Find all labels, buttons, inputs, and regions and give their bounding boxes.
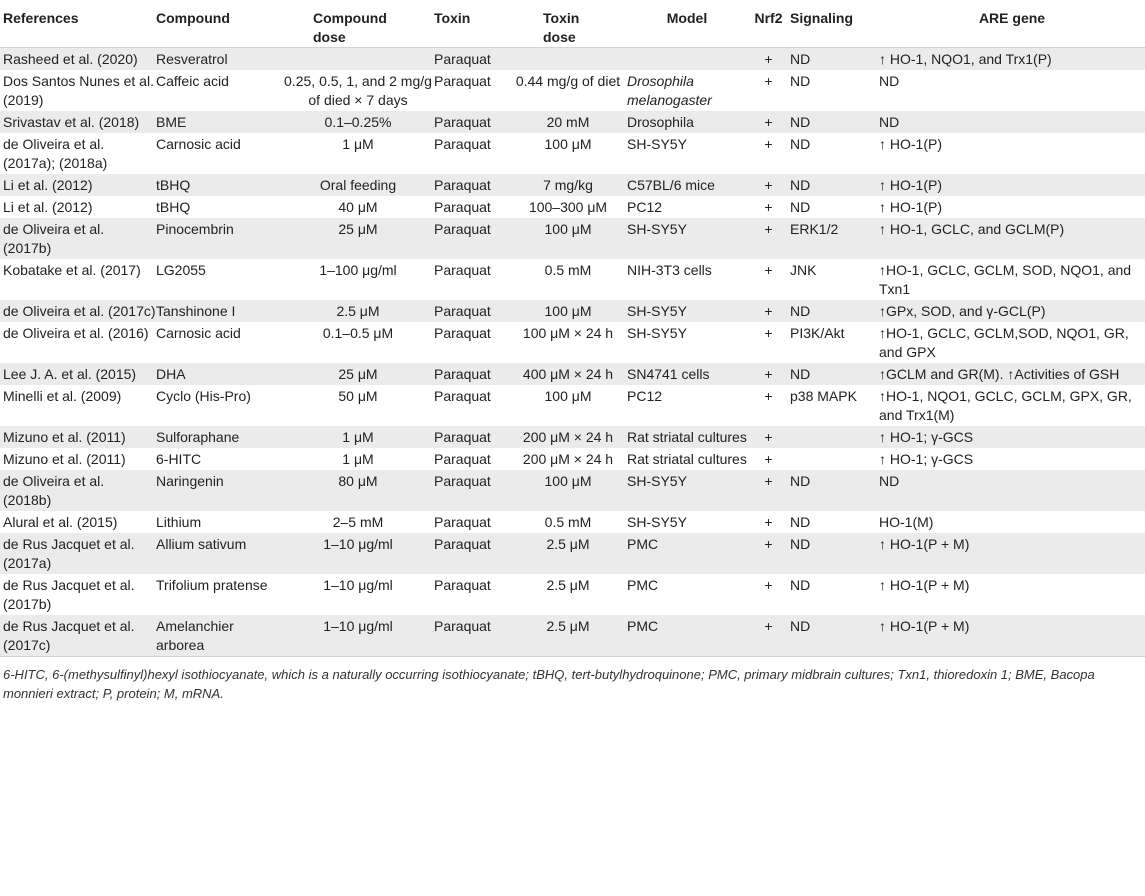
cell-nrf2: + (764, 325, 773, 341)
cell-compound: Carnosic acid (156, 136, 241, 152)
cell-compound-dose: Oral feeding (319, 177, 397, 193)
cell-reference: Dos Santos Nunes et al. (2019) (3, 73, 154, 108)
table-row (0, 196, 1145, 218)
cell-nrf2: + (764, 577, 773, 593)
cell-toxin: Paraquat (434, 514, 491, 530)
cell-compound: Caffeic acid (156, 73, 229, 89)
cell-signaling: ND (790, 473, 811, 489)
table-row (0, 385, 1145, 426)
cell-nrf2: + (764, 618, 773, 634)
cell-toxin: Paraquat (434, 177, 491, 193)
cell-reference: Minelli et al. (2009) (3, 388, 122, 404)
cell-nrf2: + (764, 136, 773, 152)
cell-model: Rat striatal cultures (627, 451, 747, 467)
cell-compound: DHA (156, 366, 186, 382)
cell-model: SH-SY5Y (627, 473, 687, 489)
cell-model: SH-SY5Y (627, 514, 687, 530)
cell-reference: Li et al. (2012) (3, 199, 93, 215)
cell-model: PC12 (627, 388, 663, 404)
cell-toxin-dose: 2.5 μM (546, 577, 590, 593)
cell-toxin: Paraquat (434, 114, 491, 130)
cell-compound-dose: 25 μM (338, 221, 378, 237)
table-row (0, 259, 1145, 300)
cell-toxin-dose: 2.5 μM (546, 618, 590, 634)
table-row (0, 470, 1145, 511)
cell-toxin-dose: 100 μM (544, 388, 592, 404)
cell-nrf2: + (764, 73, 773, 89)
cell-nrf2: + (764, 473, 773, 489)
cell-reference: Mizuno et al. (2011) (3, 451, 126, 467)
cell-nrf2: + (764, 262, 773, 278)
cell-signaling: ND (790, 177, 811, 193)
cell-compound-dose: 0.25, 0.5, 1, and 2 mg/g of died × 7 days (284, 73, 432, 108)
cell-toxin-dose: 0.5 mM (544, 514, 592, 530)
cell-reference: Li et al. (2012) (3, 177, 93, 193)
header-compound: Compound (156, 0, 282, 48)
cell-nrf2: + (764, 177, 773, 193)
cell-reference: Mizuno et al. (2011) (3, 429, 126, 445)
cell-nrf2: + (764, 388, 773, 404)
cell-are-gene: ↑ HO-1(P) (879, 199, 942, 215)
cell-model: C57BL/6 mice (627, 177, 715, 193)
cell-model: SH-SY5Y (627, 136, 687, 152)
cell-are-gene: ↑ HO-1(P + M) (879, 577, 970, 593)
cell-signaling (790, 448, 879, 470)
cell-nrf2: + (764, 536, 773, 552)
cell-compound-dose: 40 μM (338, 199, 378, 215)
table-footnote: 6-HITC, 6-(methysulfinyl)hexyl isothiocyanate, which is a naturally occurring isothiocyanate; tBHQ, tert-butylhydroquinone; PMC, primary midbrain cultures; Txn1, thioredoxin 1; BME, Bacopa monnieri extract; P, protein; M, mRNA. (0, 656, 1145, 703)
table-row (0, 70, 1145, 111)
table-row (0, 322, 1145, 363)
cell-toxin-dose (509, 48, 627, 71)
table-row (0, 48, 1145, 71)
table-row (0, 574, 1145, 615)
cell-toxin-dose: 7 mg/kg (543, 177, 593, 193)
cell-toxin-dose: 200 μM × 24 h (522, 429, 614, 445)
cell-toxin: Paraquat (434, 325, 491, 341)
cell-toxin: Paraquat (434, 136, 491, 152)
cell-compound-dose: 1–100 μg/ml (319, 262, 397, 278)
cell-reference: Kobatake et al. (2017) (3, 262, 141, 278)
cell-signaling (790, 426, 879, 448)
cell-toxin: Paraquat (434, 388, 491, 404)
cell-reference: de Oliveira et al. (2017b) (3, 221, 105, 256)
cell-compound: Carnosic acid (156, 325, 241, 341)
cell-are-gene: ↑ HO-1(P + M) (879, 536, 970, 552)
cell-are-gene: ND (879, 73, 900, 89)
cell-compound: Sulforaphane (156, 429, 240, 445)
cell-compound-dose: 1 μM (342, 451, 374, 467)
cell-signaling: PI3K/Akt (790, 325, 845, 341)
cell-model (627, 48, 747, 71)
cell-nrf2: + (764, 199, 773, 215)
table-row (0, 174, 1145, 196)
cell-compound-dose: 2–5 mM (332, 514, 384, 530)
cell-signaling: ND (790, 303, 811, 319)
cell-signaling: p38 MAPK (790, 388, 857, 404)
header-model: Model (627, 0, 747, 48)
cell-compound-dose: 2.5 μM (336, 303, 380, 319)
cell-model: NIH-3T3 cells (627, 262, 712, 278)
cell-reference: Srivastav et al. (2018) (3, 114, 140, 130)
cell-toxin: Paraquat (434, 618, 491, 634)
cell-model: SH-SY5Y (627, 325, 687, 341)
cell-compound: tBHQ (156, 177, 191, 193)
cell-compound-dose: 50 μM (338, 388, 378, 404)
header-row (0, 0, 1145, 48)
cell-compound-dose: 0.1–0.5 μM (322, 325, 394, 341)
cell-toxin: Paraquat (434, 51, 491, 67)
cell-nrf2: + (764, 221, 773, 237)
cell-signaling: ND (790, 73, 811, 89)
cell-toxin-dose: 100 μM (544, 303, 592, 319)
cell-are-gene: ↑GCLM and GR(M). ↑Activities of GSH (879, 366, 1120, 382)
cell-compound-dose: 1 μM (342, 429, 374, 445)
header-are-gene: ARE gene (879, 0, 1145, 48)
table-row (0, 533, 1145, 574)
cell-reference: de Oliveira et al. (2017a); (2018a) (3, 136, 108, 171)
cell-are-gene: ↑ HO-1(P + M) (879, 618, 970, 634)
cell-nrf2: + (764, 51, 773, 67)
cell-compound-dose: 1 μM (342, 136, 374, 152)
cell-compound: Tanshinone I (156, 303, 236, 319)
cell-toxin-dose: 100 μM (544, 136, 592, 152)
cell-signaling: ND (790, 577, 811, 593)
cell-nrf2: + (764, 429, 773, 445)
cell-compound-dose: 1–10 μg/ml (323, 577, 393, 593)
header-references: References (0, 0, 156, 48)
cell-compound: Allium sativum (156, 536, 247, 552)
cell-reference: Lee J. A. et al. (2015) (3, 366, 137, 382)
cell-compound: Amelanchier arborea (156, 618, 234, 653)
cell-reference: de Rus Jacquet et al. (2017b) (3, 577, 135, 612)
cell-toxin: Paraquat (434, 73, 491, 89)
cell-compound: 6-HITC (156, 451, 202, 467)
cell-are-gene: ↑ HO-1(P) (879, 177, 942, 193)
cell-compound: Cyclo (His-Pro) (156, 388, 251, 404)
cell-reference: de Oliveira et al. (2016) (3, 325, 149, 341)
cell-toxin: Paraquat (434, 199, 491, 215)
cell-model: SN4741 cells (627, 366, 710, 382)
cell-toxin-dose: 100 μM (544, 221, 592, 237)
cell-are-gene: ↑HO-1, GCLC, GCLM, SOD, NQO1, and Txn1 (879, 262, 1132, 297)
cell-compound: BME (156, 114, 187, 130)
cell-model: Rat striatal cultures (627, 429, 747, 445)
cell-signaling: JNK (790, 262, 817, 278)
table-row (0, 448, 1145, 470)
cell-toxin-dose: 400 μM × 24 h (522, 366, 614, 382)
cell-model: PC12 (627, 199, 663, 215)
cell-compound: Naringenin (156, 473, 224, 489)
cell-reference: de Rus Jacquet et al. (2017a) (3, 536, 135, 571)
cell-compound: tBHQ (156, 199, 191, 215)
cell-toxin: Paraquat (434, 536, 491, 552)
cell-signaling: ND (790, 618, 811, 634)
cell-nrf2: + (764, 303, 773, 319)
cell-compound-dose: 1–10 μg/ml (323, 536, 393, 552)
cell-compound-dose: 1–10 μg/ml (323, 618, 393, 634)
cell-signaling: ND (790, 199, 811, 215)
cell-compound-dose (282, 48, 434, 71)
cell-toxin: Paraquat (434, 303, 491, 319)
cell-compound-dose: 25 μM (338, 366, 378, 382)
cell-signaling: ND (790, 514, 811, 530)
table-row (0, 615, 1145, 656)
cell-are-gene: HO-1(M) (879, 514, 934, 530)
cell-compound: LG2055 (156, 262, 206, 278)
cell-are-gene: ND (879, 114, 900, 130)
header-nrf2: Nrf2 (747, 0, 790, 48)
cell-compound: Pinocembrin (156, 221, 234, 237)
header-signaling: Signaling (790, 0, 879, 48)
cell-reference: Rasheed et al. (2020) (3, 51, 138, 67)
table-row (0, 133, 1145, 174)
cell-are-gene: ↑HO-1, GCLC, GCLM,SOD, NQO1, GR, and GPX (879, 325, 1129, 360)
cell-nrf2: + (764, 366, 773, 382)
cell-model: PMC (627, 577, 659, 593)
table-row (0, 511, 1145, 533)
cell-signaling: ND (790, 114, 811, 130)
cell-signaling: ERK1/2 (790, 221, 839, 237)
cell-toxin: Paraquat (434, 221, 491, 237)
cell-toxin: Paraquat (434, 451, 491, 467)
cell-toxin-dose: 2.5 μM (546, 536, 590, 552)
table-row (0, 426, 1145, 448)
cell-signaling: ND (790, 51, 811, 67)
cell-toxin-dose: 100–300 μM (528, 199, 608, 215)
cell-reference: de Oliveira et al. (2018b) (3, 473, 105, 508)
cell-toxin-dose: 100 μM (544, 473, 592, 489)
cell-model: SH-SY5Y (627, 303, 687, 319)
cell-signaling: ND (790, 136, 811, 152)
cell-compound-dose: 80 μM (338, 473, 378, 489)
cell-reference: de Oliveira et al. (2017c) (3, 303, 156, 319)
cell-are-gene: ND (879, 473, 900, 489)
cell-model: PMC (627, 536, 659, 552)
cell-are-gene: ↑GPx, SOD, and γ-GCL(P) (879, 303, 1046, 319)
cell-model: Drosophila melanogaster (627, 73, 712, 108)
cell-signaling: ND (790, 536, 811, 552)
cell-are-gene: ↑ HO-1; γ-GCS (879, 429, 974, 445)
table-row (0, 300, 1145, 322)
table-row (0, 111, 1145, 133)
cell-nrf2: + (764, 514, 773, 530)
header-toxin-dose: Toxin dose (509, 0, 627, 48)
cell-toxin: Paraquat (434, 429, 491, 445)
cell-toxin-dose: 20 mM (546, 114, 590, 130)
cell-compound: Resveratrol (156, 51, 228, 67)
cell-compound-dose: 0.1–0.25% (324, 114, 392, 130)
cell-toxin-dose: 0.5 mM (544, 262, 592, 278)
cell-model: PMC (627, 618, 659, 634)
cell-are-gene: ↑HO-1, NQO1, GCLC, GCLM, GPX, GR, and Trx1(M) (879, 388, 1132, 423)
cell-reference: de Rus Jacquet et al. (2017c) (3, 618, 135, 653)
cell-model: Drosophila (627, 114, 694, 130)
cell-nrf2: + (764, 451, 773, 467)
cell-signaling: ND (790, 366, 811, 382)
cell-model: SH-SY5Y (627, 221, 687, 237)
cell-toxin: Paraquat (434, 577, 491, 593)
cell-toxin-dose: 0.44 mg/g of diet (515, 73, 621, 89)
cell-are-gene: ↑ HO-1; γ-GCS (879, 451, 974, 467)
cell-toxin: Paraquat (434, 262, 491, 278)
cell-are-gene: ↑ HO-1, NQO1, and Trx1(P) (879, 51, 1052, 67)
cell-toxin: Paraquat (434, 366, 491, 382)
cell-toxin-dose: 100 μM × 24 h (522, 325, 614, 341)
cell-toxin-dose: 200 μM × 24 h (522, 451, 614, 467)
cell-compound: Lithium (156, 514, 202, 530)
cell-reference: Alural et al. (2015) (3, 514, 118, 530)
header-compound-dose: Compound dose (282, 0, 434, 48)
cell-toxin: Paraquat (434, 473, 491, 489)
table-row (0, 363, 1145, 385)
cell-nrf2: + (764, 114, 773, 130)
header-toxin: Toxin (434, 0, 509, 48)
cell-are-gene: ↑ HO-1, GCLC, and GCLM(P) (879, 221, 1065, 237)
cell-compound: Trifolium pratense (156, 577, 268, 593)
table-row (0, 218, 1145, 259)
cell-are-gene: ↑ HO-1(P) (879, 136, 942, 152)
